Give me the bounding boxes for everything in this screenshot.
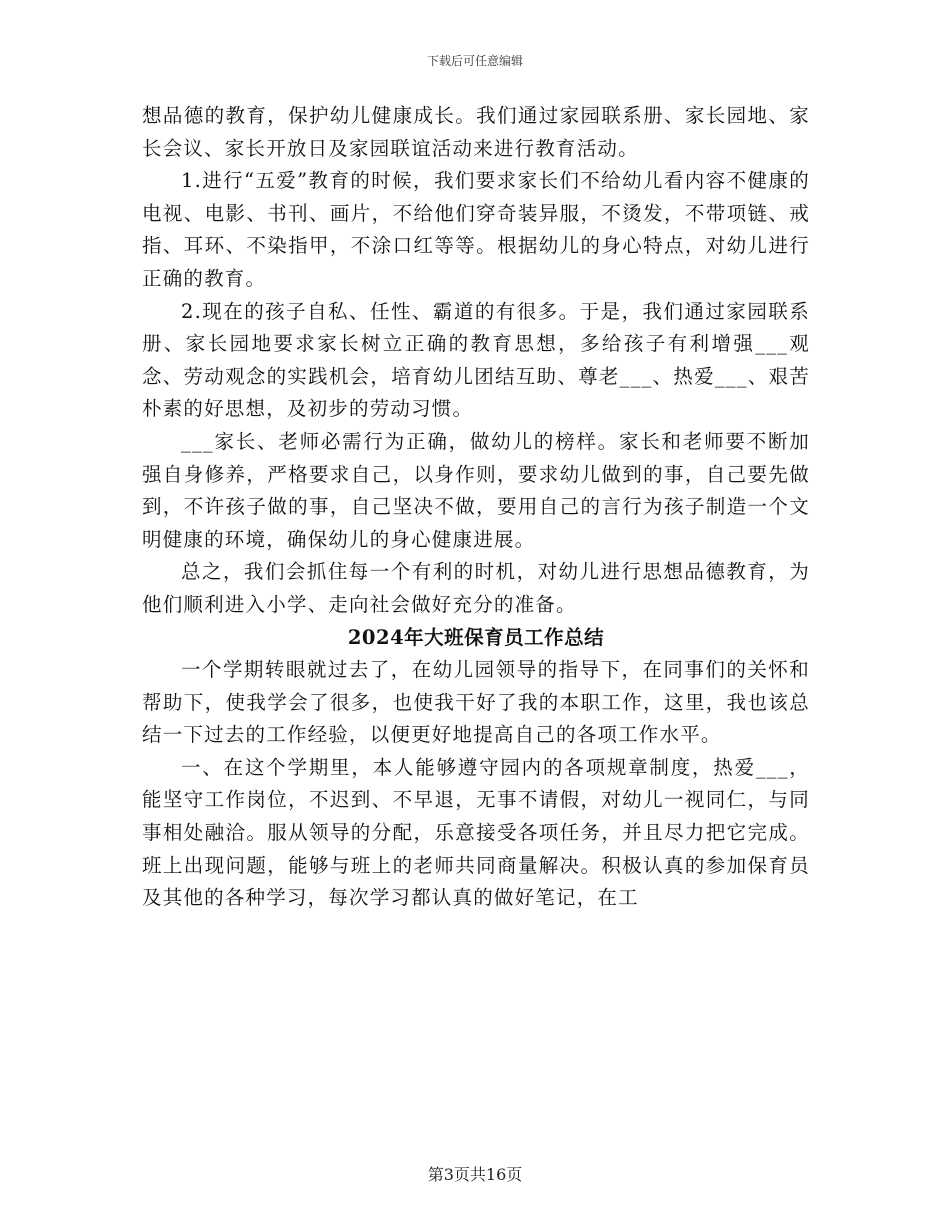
page-number: 第3页共16页 <box>427 1165 523 1184</box>
paragraph-5: 总之，我们会抓住每一个有利的时机，对幼儿进行思想品德教育，为他们顺利进入小学、走向社会做好充分的准备。 <box>142 560 810 616</box>
paragraph-1: 想品德的教育，保护幼儿健康成长。我们通过家园联系册、家长园地、家长会议、家长开放日及家园联谊活动来进行教育活动。 <box>142 104 810 160</box>
paragraph-3: 2.现在的孩子自私、任性、霸道的有很多。于是，我们通过家园联系册、家长园地要求家长树立正确的教育思想，多给孩子有利增强___观念、劳动观念的实践机会，培育幼儿团结互助、尊老___、热爱___、艰苦朴素的好思想，及初步的劳动习惯。 <box>142 299 810 421</box>
paragraph-6: 一个学期转眼就过去了，在幼儿园领导的指导下，在同事们的关怀和帮助下，使我学会了很多，也使我干好了我的本职工作，这里，我也该总结一下过去的工作经验，以便更好地提高自己的各项工作水平。 <box>142 658 810 747</box>
section-title: 2024年大班保育员工作总结 <box>347 625 605 649</box>
document-body <box>142 100 810 915</box>
paragraph-4: ___家长、老师必需行为正确，做幼儿的榜样。家长和老师要不断加强自身修养，严格要求自己，以身作则，要求幼儿做到的事，自己要先做到，不许孩子做的事，自己坚决不做，要用自己的言行为孩子制造一个文明健康的环境，确保幼儿的身心健康进展。 <box>142 429 810 551</box>
paragraph-2: 1.进行“五爱”教育的时候，我们要求家长们不给幼儿看内容不健康的电视、电影、书刊、画片，不给他们穿奇装异服，不烫发，不带项链、戒指、耳环、不染指甲，不涂口红等等。根据幼儿的身心特点，对幼儿进行正确的教育。 <box>142 169 810 290</box>
paragraph-7: 一、在这个学期里，本人能够遵守园内的各项规章制度，热爱___，能坚守工作岗位，不迟到、不早退，无事不请假，对幼儿一视同仁，与同事相处融洽。服从领导的分配，乐意接受各项任务，并且尽力把它完成。班上出现问题，能够与班上的老师共同商量解决。积极认真的参加保育员及其他的各种学习，每次学习都认真的做好笔记，在工 <box>142 755 810 910</box>
page-header-note: 下载后可任意编辑 <box>426 54 523 68</box>
